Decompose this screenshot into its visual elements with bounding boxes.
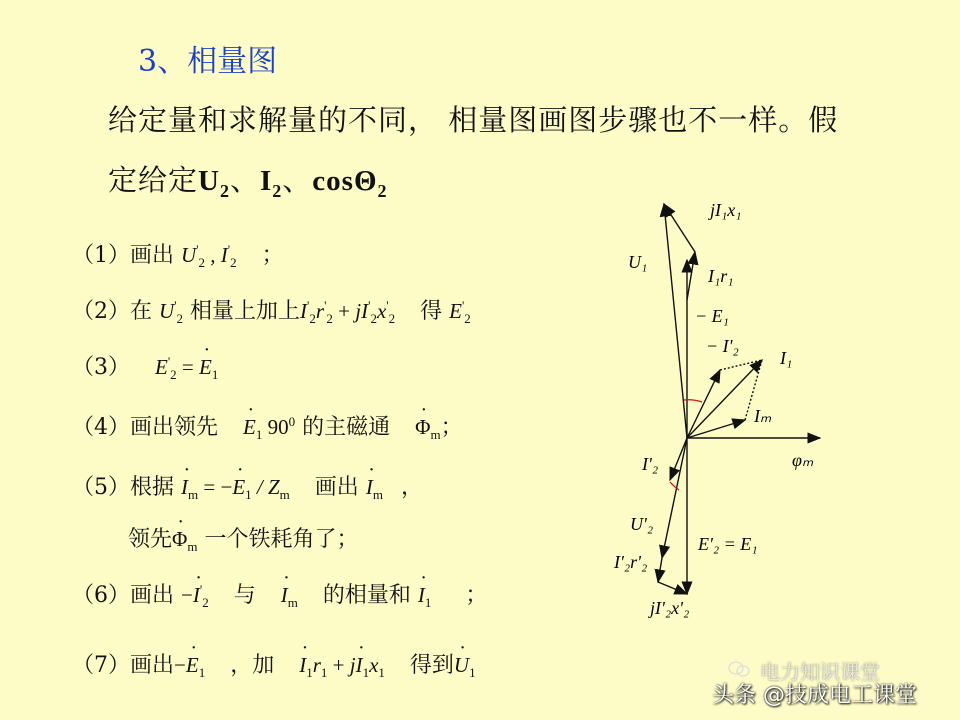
ji2x2-vector (658, 582, 687, 594)
i1r1-vector (687, 252, 695, 300)
label-i1: I₁ (780, 348, 793, 368)
i2r2-vector (658, 558, 662, 582)
label-im: Iₘ (754, 406, 772, 426)
i2-vector (670, 438, 687, 480)
step-1: （1）画出 $U'_2$ , $I'_2$ ； (72, 242, 284, 271)
step-5-line-2: 领先· $\Phi_m$ 一个铁耗角了； (128, 522, 359, 555)
slide-title: 3、相量图 (138, 44, 278, 79)
label-u2: U'₂ (630, 514, 654, 534)
step-3: （3） $E'_2$ = · $E_1$ (72, 350, 218, 383)
intro-line-1: 给定量和求解量的不同， 相量图画图步骤也不一样。假 (108, 103, 839, 137)
u1-vector (664, 204, 687, 438)
step-7: （7）画出−· $E_1$ ，加 · $I_1r_1 + j\cdot I_1x_1$ 得到· $U_1$ (72, 648, 476, 681)
neg-i2-vector (687, 370, 720, 438)
step-6: （6）画出 −· $I'_2$ 与 · $I_m$ 的相量和 · $I_1$ ； (72, 578, 487, 611)
step-1-formula: $U'_2$ , $I'_2$ (181, 242, 237, 271)
label-i1r1: I₁r₁ (708, 266, 734, 286)
watermark-channel: 电力知识课堂 (760, 660, 880, 684)
label-phi-m: φₘ (792, 450, 814, 470)
wechat-icon (728, 660, 750, 678)
label-e2-eq-e1: E'₂ = E₁ (698, 534, 758, 554)
label-i2: I'₂ (642, 454, 659, 474)
label-i2r2: I'₂r'₂ (614, 552, 648, 572)
label-neg-i2: − I'₂ (706, 336, 739, 356)
phasor-diagram (580, 190, 840, 620)
step-4: （4）画出领先 · $E_1$ $90^0$ 的主磁通 · $\Phi_m$； (72, 410, 463, 443)
step-5: （5）根据 · $I_m$ = −· $E_1 / Z_m$ 画出 · $I_m$ ， (72, 470, 423, 503)
step-2: （2）在 $U'_2$ 相量上加上$I'_2r'_2 + jI'_2x'_2$ 得 $E'_2$ (72, 298, 471, 327)
watermark-source: 头条 @技成电工课堂 (712, 683, 917, 708)
intro-line-2: 定给定$U_2$、$I_2$、cosΘ$_2$ (108, 163, 388, 201)
label-ji1x1: jI₁x₁ (710, 200, 742, 220)
label-ji2x2: jI'₂x'₂ (650, 598, 690, 618)
u2-vector (662, 438, 687, 558)
label-u1: U₁ (628, 252, 648, 272)
label-neg-e1: − E₁ (695, 306, 729, 326)
